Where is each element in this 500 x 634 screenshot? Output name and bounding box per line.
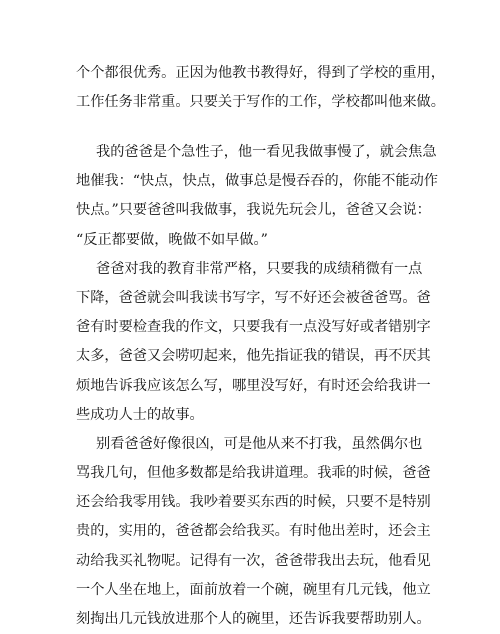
text-line: 骂我几句，但他多数都是给我讲道理。我乖的时候，爸爸 [76,465,431,482]
paragraph-main [76,138,438,634]
text-line: 个个都很优秀。正因为他教书教得好，得到了学校的重用， [76,65,445,81]
text-line: 些成功人士的故事。 [76,406,204,423]
text-line: 工作任务非常重。只要关于写作的工作，学校都叫他来做。 [76,94,445,111]
paragraph-top [76,59,445,117]
text-line: “反正都要做，晚做不如早做。” [76,231,268,248]
text-line: 贵的，实用的，爸爸都会给我买。有时他出差时，还会主 [76,523,431,540]
text-line: 太多，爸爸又会唠叨起来，他先指证我的错误，再不厌其 [76,348,431,365]
text-line: 我的爸爸是个急性子，他一看见我做事慢了，就会焦急 [96,144,437,160]
text-line: 动给我买礼物呢。记得有一次，爸爸带我出去玩，他看见 [76,552,431,569]
text-line: 烦地告诉我应该怎么写，哪里没写好，有时还会给我讲一 [76,377,431,394]
text-line: 地催我：“快点，快点，做事总是慢吞吞的，你能不能动作 [76,173,438,190]
text-line: 爸爸对我的教育非常严格，只要我的成绩稍微有一点 [96,260,423,277]
text-line: 刻掏出几元钱放进那个人的碗里，还告诉我要帮助别人。 [76,611,431,627]
text-line: 还会给我零用钱。我吵着要买东西的时候，只要不是特别 [76,494,431,511]
text-line: 快点。”只要爸爸叫我做事，我说先玩会儿，爸爸又会说： [76,202,431,219]
text-line: 一个人坐在地上，面前放着一个碗，碗里有几元钱，他立 [76,581,431,598]
text-line: 爸有时要检查我的作文，只要我有一点没写好或者错别字 [76,319,431,336]
text-line: 下降，爸爸就会叫我读书写字，写不好还会被爸爸骂。爸 [76,289,431,306]
text-line: 别看爸爸好像很凶，可是他从来不打我，虽然偶尔也 [96,435,423,452]
